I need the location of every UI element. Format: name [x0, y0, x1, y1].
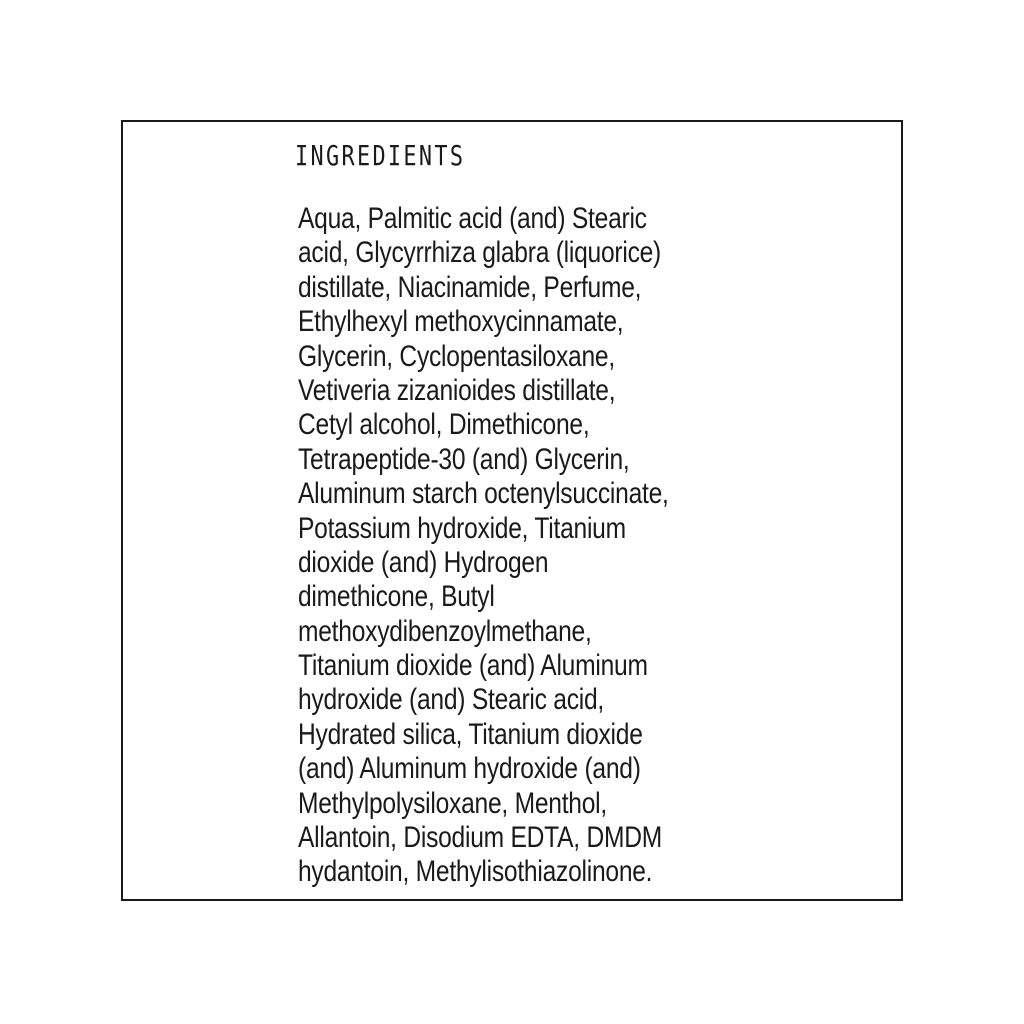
- ingredients-line: Aqua, Palmitic acid (and) Stearic: [298, 202, 647, 235]
- ingredients-heading: INGREDIENTS: [295, 139, 466, 172]
- ingredients-line: (and) Aluminum hydroxide (and): [298, 752, 641, 786]
- ingredients-line: Methylpolysiloxane, Menthol,: [298, 786, 607, 820]
- ingredients-line: Glycerin, Cyclopentasiloxane,: [298, 339, 615, 373]
- ingredients-line: distillate, Niacinamide, Perfume,: [298, 270, 642, 304]
- ingredients-line: Ethylhexyl methoxycinnamate,: [298, 305, 624, 339]
- ingredients-line: Cetyl alcohol, Dimethicone,: [298, 408, 590, 442]
- ingredients-line: dimethicone, Butyl: [298, 580, 495, 614]
- ingredients-line: Potassium hydroxide, Titanium: [298, 511, 626, 545]
- ingredients-line: Tetrapeptide-30 (and) Glycerin,: [298, 442, 630, 476]
- ingredients-label-frame: [121, 120, 903, 901]
- ingredients-line: Titanium dioxide (and) Aluminum: [298, 649, 648, 683]
- ingredients-line: dioxide (and) Hydrogen: [298, 545, 549, 579]
- ingredients-line: Allantoin, Disodium EDTA, DMDM: [298, 821, 662, 855]
- ingredients-line: Hydrated silica, Titanium dioxide: [298, 717, 643, 751]
- ingredients-list: [298, 202, 750, 890]
- ingredients-line: hydantoin, Methylisothiazolinone.: [298, 855, 653, 889]
- ingredients-line: hydroxide (and) Stearic acid,: [298, 683, 604, 717]
- ingredients-line: Vetiveria zizanioides distillate,: [298, 373, 616, 407]
- ingredients-line: Aluminum starch octenylsuccinate,: [298, 477, 669, 511]
- ingredients-line: acid, Glycyrrhiza glabra (liquorice): [298, 236, 662, 270]
- ingredients-line: methoxydibenzoylmethane,: [298, 614, 592, 648]
